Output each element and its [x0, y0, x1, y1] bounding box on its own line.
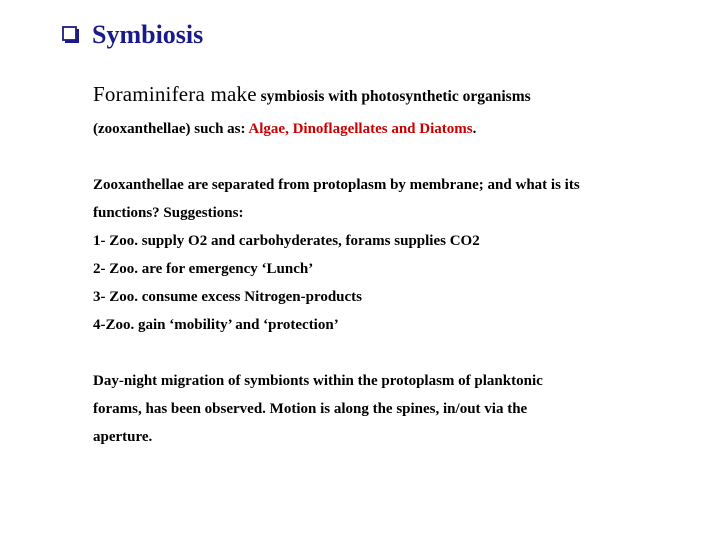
suggestion-item-1: 1- Zoo. supply O2 and carbohyderates, forams supplies CO2 — [93, 233, 480, 249]
suggestion-item-3: 3- Zoo. consume excess Nitrogen-products — [93, 289, 363, 305]
paragraph1-line2 — [93, 119, 476, 139]
paragraph3-line2: forams, has been observed. Motion is along the spines, in/out via the — [93, 401, 528, 417]
paragraph1-rest: symbiosis with photosynthetic organisms — [256, 88, 531, 105]
suggestion-item-2: 2- Zoo. are for emergency ‘Lunch’ — [93, 261, 314, 277]
slide-title-row — [62, 20, 203, 50]
paragraph1-line1 — [93, 84, 531, 107]
paragraph1-line2-suffix: . — [472, 121, 477, 137]
paragraph3-line3: aperture. — [93, 429, 153, 445]
checkbox-square-icon — [62, 26, 80, 44]
paragraph1-lead: Foraminifera make — [93, 82, 257, 106]
paragraph1-line2-prefix: (zooxanthellae) such as: — [93, 121, 249, 137]
suggestion-item-4: 4-Zoo. gain ‘mobility’ and ‘protection’ — [93, 317, 339, 333]
highlight-organisms: Algae, Dinoflagellates and Diatoms — [248, 121, 473, 137]
paragraph2-line1: Zooxanthellae are separated from protoplasm by membrane; and what is its — [93, 177, 580, 193]
paragraph3-line1: Day-night migration of symbionts within the protoplasm of planktonic — [93, 373, 543, 389]
paragraph2-line2: functions? Suggestions: — [93, 205, 244, 221]
page-title: Symbiosis — [92, 20, 204, 49]
